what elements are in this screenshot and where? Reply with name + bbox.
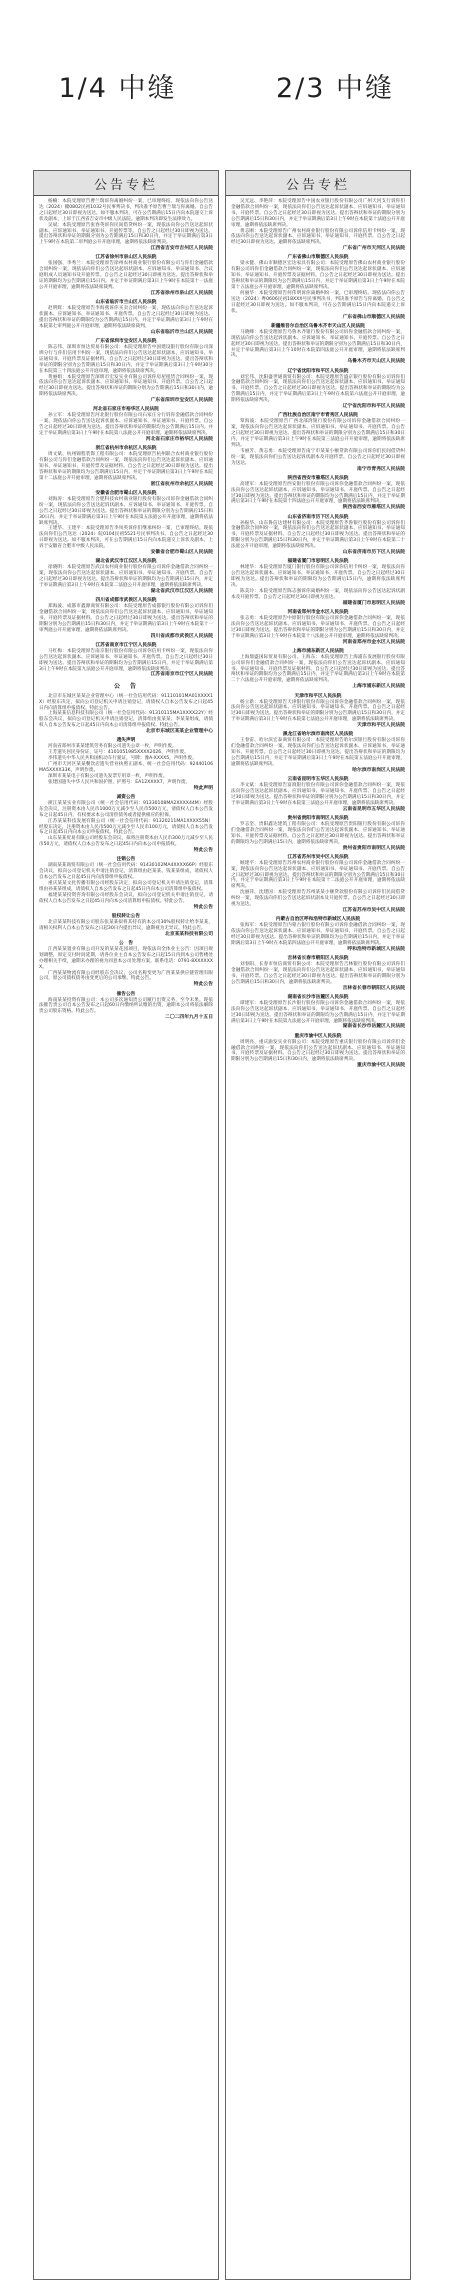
notice-paragraph: 顾建平：本院受理原告苏州农村商业银行股份有限公司诉你金融借款合同纠纷一案，现依法向你公告送达起诉状副本、应诉通知书、举证通知书、开庭传票。自公告之日起经过30日即视为送达。提出答辩状和举证的期限分别为公告期满后15日和30日内，并定于举证期满后第3日上午9时在本院第十二法庭公开开庭审理，逾期将依法缺席判决。 bbox=[231, 860, 405, 890]
left-column-label: 1/4 中缝 bbox=[58, 72, 177, 104]
notice-signature: 安徽省合肥市蜀山区人民法院 bbox=[150, 550, 213, 556]
notice-title: 上海市浦东新区人民法院 bbox=[292, 648, 344, 654]
notice-paragraph: 王建华、王建平：本院受理原告李凤英诉你们继承纠纷一案，已审理终结。现依法向你们公告送达（2024）皖0104民初5521号民事判决书。自公告之日起经过30日即视为送达。如不服本判决，可在公告期满后15日内向本院递交上诉状及副本，上诉于安徽省合肥市中级人民法院。 bbox=[39, 526, 213, 550]
notice-paragraph: 广西某某物流有限公司经股东会决议，公司名称变更为广西某某供应链管理有限公司，原公司债权债务由变更后的公司承继。特此公告。 bbox=[39, 970, 213, 982]
notice-paragraph: 重庆某某文化传播有限公司经股东决定，拟向公司登记机关申请注销登记，清算组由孙某某组成，请债权人自本公告发布之日起45日内向本公司清算组申报债权。 bbox=[39, 881, 213, 892]
notice-paragraph: 福建某某投资咨询有限公司经股东会决议，拟向公司登记机关申请注销登记，请债权人自本公告发布之日起45日内向本公司清算组申报债权。特此公告。 bbox=[39, 892, 213, 904]
notice-title: 广东省深圳市宝安区人民法院 bbox=[95, 339, 157, 345]
notice-signature: 乌鲁木齐市天山区人民法院 bbox=[347, 359, 405, 365]
notice-signature: 河北省石家庄市裕华区人民法院 bbox=[145, 437, 213, 442]
notice-block bbox=[39, 339, 213, 404]
notice-block bbox=[231, 324, 405, 366]
notice-title: 重庆市渝中区人民法院 bbox=[294, 1033, 342, 1039]
notice-paragraph: 覃海波：本院受理原告广西北部湾银行股份有限公司诉你金融借款合同纠纷一案，现依法向你公告送达起诉状副本、应诉通知书、举证通知书、开庭传票。自公告之日起经过30日即视为送达。提出答辩状和举证的期限分别为公告期满后15日和30日内，并定于举证期满后第3日上午9时在本院第三法庭公开开庭审理，逾期将依法缺席判决。 bbox=[231, 419, 405, 448]
notice-title: 减资公告 bbox=[116, 794, 136, 800]
notice-paragraph: 沈丽萍、沈建国：本院受理原告苏州某某小额贷款股份有限公司诉你们民间借贷纠纷一案，现依法向你们公告送达起诉状副本及开庭传票。自公告之日起经过30日即视为送达。 bbox=[231, 890, 405, 908]
notice-title: 湖北省武汉市江汉区人民法院 bbox=[95, 559, 157, 565]
notice-title: 黑龙江省哈尔滨市南岗区人民法院 bbox=[282, 732, 354, 738]
notice-paragraph: 谭建军：本院受理原告长沙银行股份有限公司诉你金融借款合同纠纷一案，现依法向你公告送达起诉状副本、应诉通知书、举证通知书、开庭传票。自公告之日起经过30日即视为送达。提出答辩状和举证的期限均为公告期满后15日内，并定于举证期满后第3日上午9时在本院第九法庭公开开庭审理，逾期将依法缺席判决。 bbox=[231, 1000, 405, 1024]
notice-signature: 河南省郑州市金水区人民法院 bbox=[342, 639, 405, 645]
notice-title: 山东省济南市历下区人民法院 bbox=[287, 514, 349, 520]
notice-signature: 特此公告 bbox=[193, 982, 213, 988]
notice-block bbox=[39, 199, 213, 252]
notice-paragraph: 梁永健、佛山市顺德区宏达家具有限公司：本院受理原告佛山农村商业银行股份有限公司诉你们金融借款合同纠纷一案，现依法向你们公告送达起诉状副本、应诉通知书、举证通知书、开庭传票及证据材料。自公告之日起经过30日即视为送达。提出答辩状和举证的期限均为公告期满后15日内，并定于举证期满后第3日上午9时在本院第十五法庭公开开庭审理，逾期将依法缺席判决。 bbox=[231, 261, 405, 291]
notice-signature: 呼和浩特市新城区人民法院 bbox=[347, 946, 405, 952]
notice-block bbox=[231, 476, 405, 512]
notice-paragraph: 刘春阳、长春市恒信商贸有限公司：本院受理原告吉林银行股份有限公司诉你们金融借款合同纠纷一案，现依法向你们公告送达起诉状副本、应诉通知书、举证通知书、开庭传票。自公告之日起经过30日即视为送达。提出答辩状和举证的期限分别为公告期满后15日和30日内，逾期将依法缺席判决。 bbox=[231, 962, 405, 985]
notice-paragraph: 罗志坚、贵阳鑫达建筑工程有限公司：本院受理原告贵阳银行股份有限公司诉你们金融借款合同纠纷一案，现依法向你们公告送达起诉状副本、应诉通知书、举证通知书、开庭传票及证据材料。自公告之日起经过30日即视为送达。提出答辩状和举证的期限均为公告期满后15日内，逾期将依法缺席判决。 bbox=[231, 821, 405, 845]
notice-signature: 山东省临沂市兰山区人民法院 bbox=[150, 329, 213, 335]
notice-paragraph: 杨立新：本院受理原告天津银行股份有限公司诉你金融借款合同纠纷一案，现依法向你公告送达起诉状副本、应诉通知书、举证通知书、开庭传票。自公告之日起经过30日即视为送达。提出答辩状和举证的期限分别为公告期满后15日和30日内，并定于举证期满后第3日上午9时在本院第七法庭公开开庭审理，逾期将依法缺席判决。 bbox=[231, 699, 405, 723]
notice-title: 安徽省合肥市蜀山区人民法院 bbox=[95, 490, 157, 496]
notice-title: 遗失声明 bbox=[116, 738, 136, 744]
notice-title: 广西壮族自治区南宁市青秀区人民法院 bbox=[278, 413, 358, 419]
notice-signature: 吉林省长春市朝阳区人民法院 bbox=[342, 985, 405, 991]
column-title: 公告专栏 bbox=[34, 171, 218, 196]
notice-title: 云南省昆明市五华区人民法院 bbox=[287, 777, 349, 783]
notice-paragraph: 李伟遗失中华人民共和国机动车行驶证，号牌：豫A·XXXX5，声明作废。 bbox=[48, 756, 197, 762]
notice-paragraph: 马晓峰：本院受理原告乌鲁木齐银行股份有限公司诉你金融借款合同纠纷一案，现依法向你公告送达起诉状副本、应诉通知书、举证通知书、开庭传票。自公告之日起经过30日即视为送达。提出答辩状和举证的期限分别为公告期满后15日和30日内，并定于举证期满后第3日上午10时在本院第四法庭公开开庭审理，逾期将依法缺席判决。 bbox=[231, 329, 405, 359]
notice-title: 江苏省徐州市泉山区人民法院 bbox=[95, 255, 157, 261]
notice-block bbox=[231, 199, 405, 252]
notice-title: 内蒙古自治区呼和浩特市新城区人民法院 bbox=[275, 917, 361, 923]
notice-title: 山东省临沂市兰山区人民法院 bbox=[95, 300, 157, 306]
notice-signature: 山东省济南市历下区人民法院 bbox=[342, 550, 405, 556]
notice-block bbox=[231, 255, 405, 320]
notice-paragraph: 吴斌：本院受理原告张春英诉你民间借贷纠纷一案，现依法向你公告送达起诉状副本、应诉通知书、举证通知书、开庭传票等。自公告之日起经过30日即视为送达。提出答辩状和举证的期限分别为公告期满后15日和30日内，并定于举证期满后第3日上午9时在本院第二审判庭公开开庭审理，逾期将依法缺席判决。 bbox=[39, 222, 213, 246]
notice-paragraph: 郑海波、成都市鑫源商贸有限公司：本院受理原告成都银行股份有限公司诉你们金融借款合同纠纷一案，现依法向你们公告送达起诉状副本、应诉通知书、举证通知书、开庭传票及证据材料。自公告之日起经过30日即视为送达。提出答辩状和举证的期限分别为公告期满后15日和30日内，并定于举证期满后第3日上午9时在本院第十一审判庭公开开庭审理，逾期将依法缺席判决。 bbox=[39, 604, 213, 633]
notice-block bbox=[39, 255, 213, 297]
notice-block bbox=[231, 559, 405, 607]
notice-signature: 江苏省徐州市泉山区人民法院 bbox=[150, 290, 213, 296]
notice-title: 福建省厦门市思明区人民法院 bbox=[287, 559, 349, 565]
notice-signature: 四川省成都市武侯区人民法院 bbox=[150, 633, 213, 639]
notice-title: 吉林省长春市朝阳区人民法院 bbox=[287, 956, 349, 961]
notice-block bbox=[39, 559, 213, 595]
notice-paragraph: 广州市天河区某某餐饮店遗失营业执照正副本，统一社会信用代码：92440106MA5XXXX33K，声明作废。 bbox=[39, 762, 213, 773]
column-body bbox=[226, 196, 410, 1075]
notice-signature: 福建省厦门市思明区人民法院 bbox=[342, 600, 405, 606]
notice-paragraph: 孙振华、山东鲁信达建材有限公司：本院受理原告齐鲁银行股份有限公司诉你们金融借款合同纠纷一案，现依法向你们公告送达起诉状副本、应诉通知书、举证通知书、开庭传票及证据材料。自公告之日起经过30日即视为送达。提出答辩状和举证的期限分别为公告期满后15日和30日内，并定于举证期满后第3日上午9时在本院第二十法庭公开开庭审理，逾期将依法缺席判决。 bbox=[231, 520, 405, 550]
notice-paragraph: 上海某某信息科技有限公司（统一社会信用代码：91310115MA1XXXX22Y）经股东会决议，拟向公司登记机关申请注销登记，清算组由张某某、李某某组成，请债权人自本公告发布之日起45日内向本公司清算组申报债权。特此公告。 bbox=[39, 711, 213, 729]
notice-paragraph: 吴光远、李艳萍：本院受理原告中国农业银行股份有限公司广州天河支行诉你们金融借款合同纠纷一案，现依法向你们公告送达起诉状副本、应诉通知书、举证通知书、开庭传票。自公告之日起经过30日即视为送达。提出答辩状和举证的期限分别为公告期满后15日和30日内，并定于举证期满后第3日上午9时在本院第十法庭公开开庭审理，逾期将依法缺席判决。 bbox=[231, 199, 405, 228]
notice-paragraph: 浙江某某实业有限公司（统一社会信用代码：91330108MA2XXXX44M）经股东会决议，注册资本由人民币1000万元减少至人民币500万元，请债权人自本公告发布之日起45日内，有权要求本公司清偿债务或者提供相应的担保。 bbox=[39, 800, 213, 818]
notice-block bbox=[231, 995, 405, 1031]
notice-title: 天津市和平区人民法院 bbox=[294, 693, 342, 699]
notice-paragraph: 深圳市某某电子有限公司遗失发票专用章一枚，声明作废。 bbox=[48, 773, 168, 779]
notice-signature: 北京某某科技有限公司 bbox=[165, 931, 213, 937]
notice-block bbox=[39, 914, 213, 938]
notice-paragraph: 韦丽芳、黄志勇：本院受理原告南宁市某某小额贷款有限公司诉你们民间借贷纠纷一案，现依法向你们公告送达起诉状副本及开庭传票。自公告之日起经过30日即视为送达。 bbox=[231, 448, 405, 466]
notice-block bbox=[231, 816, 405, 852]
right-notice-column bbox=[225, 170, 411, 2280]
notice-signature: 江苏省南京市江宁区人民法院 bbox=[150, 672, 213, 678]
notice-title: 催告公告 bbox=[116, 991, 136, 997]
notice-block bbox=[231, 956, 405, 992]
notice-paragraph: 黄志刚：本院受理原告广州农村商业银行股份有限公司诉你信用卡纠纷一案，现依法向你公告送达起诉状副本、应诉通知书、举证通知书、开庭传票。自公告之日起经过30日即视为送达。逾期将依法缺席判决。 bbox=[231, 228, 405, 246]
notice-paragraph: 马红梅：本院受理原告南京银行股份有限公司诉你信用卡纠纷一案，现依法向你公告送达起诉状副本、应诉通知书、举证通知书、开庭传票。自公告之日起经过30日即视为送达。提出答辩状和举证的期限均为公告期满后15日内，并定于举证期满后第3日上午9时在本院第九法庭公开开庭审理，逾期将依法缺席判决。 bbox=[39, 648, 213, 672]
notice-block bbox=[231, 1034, 405, 1070]
notice-block bbox=[231, 610, 405, 646]
notice-paragraph: 上海鼎盛国际贸易有限公司、王海东：本院受理原告上海浦东发展银行股份有限公司诉你们金融借款合同纠纷一案，现依法向你们公告送达起诉状副本、应诉通知书、举证通知书、开庭传票及证据材料。自公告之日起经过30日即视为送达。提出答辩状和举证的期限均为公告期满后15日内，并定于举证期满后第3日上午9时在本院第二十六法庭公开开庭审理，逾期将依法缺席判决。 bbox=[231, 654, 405, 684]
notice-title: 浙江省杭州市余杭区人民法院 bbox=[95, 446, 157, 452]
notice-block bbox=[39, 738, 213, 792]
notice-signature: 特此公告 bbox=[193, 904, 213, 910]
notice-paragraph: 刘宏伟、沈阳盛世通商贸有限公司：本院受理原告盛京银行股份有限公司诉你们金融借款合同纠纷一案，现依法向你们公告送达起诉状副本、应诉通知书、举证通知书、开庭传票。自公告之日起经过30日即视为送达。提出答辩状和举证的期限均为公告期满后15日内，并定于举证期满后第3日上午9时在本院第六法庭公开开庭审理，逾期将依法缺席判决。 bbox=[231, 374, 405, 404]
notice-signature: 江苏省苏州市吴中区人民法院 bbox=[342, 907, 405, 913]
notice-signature: 哈尔滨市南岗区人民法院 bbox=[352, 767, 405, 773]
notice-paragraph: 北京某某科技有限公司股东张某某拟将其持有的本公司30%股权转让给李某某，请相关权利人自本公告发布之日起30日内提出异议，逾期视为无异议。特此公告。 bbox=[39, 919, 213, 931]
notice-paragraph: 湖南某某商贸有限公司（统一社会信用代码：91430102MA4XXXX66P）经股东会决议，拟向公司登记机关申请注销登记，清算组由赵某某、钱某某组成，请债权人自本公告发布之日起45日内向清算组申报债权。 bbox=[39, 863, 213, 881]
notice-signature: 湖北省武汉市江汉区人民法院 bbox=[150, 588, 213, 594]
notice-signature: 北京市东城区某某企业管理中心 bbox=[145, 729, 213, 735]
notice-paragraph: 孙立军：本院受理原告河北银行股份有限公司石家庄分行诉你金融借款合同纠纷一案，现依法向你公告送达起诉状副本、应诉通知书、举证通知书、开庭传票。自公告之日起经过30日即视为送达。提出答辩状和举证的期限均为公告期满后15日内。并定于举证期满后第3日上午9时在本院第八法庭公开开庭审理，逾期将依法缺席判决。 bbox=[39, 413, 213, 437]
column-title: 公告专栏 bbox=[226, 171, 410, 196]
notice-title: 辽宁省沈阳市和平区人民法院 bbox=[287, 368, 349, 374]
notice-title: 河北省石家庄市裕华区人民法院 bbox=[93, 407, 159, 413]
notice-signature: 陕西省西安市雁塔区人民法院 bbox=[342, 505, 405, 511]
notice-paragraph: 张建国遗失中华人民共和国护照，护照号：EA12XXXX7，声明作废。 bbox=[48, 779, 191, 785]
notice-paragraph: 张国强、李秀兰：本院受理原告徐州农村商业银行股份有限公司与你们金融借款合同纠纷一案，现依法向你们公告送达起诉状副本、应诉通知书、举证通知书、合议庭组成人员通知书及开庭传票。自公告之日起经过30日即视为送达。提出答辩状和举证的期限均为公告期满后15日内。并定于举证期满后第3日上午9时在本院第十一法庭公开开庭审理，逾期将依法缺席裁判。 bbox=[39, 261, 213, 291]
notice-paragraph: 海南某某投资有限公司：本公司多次通知贵公司履行出资义务，至今未果。现依法催告贵公司自本公告发布之日起60日内缴纳所认缴的出资，逾期本公司将依法解除贵公司股东资格。特此公告。 bbox=[39, 997, 213, 1015]
notice-block bbox=[39, 992, 213, 1022]
notice-paragraph: 周文斌、杭州锦程装饰工程有限公司：本院受理原告杭州联合农村商业银行股份有限公司与你们金融借款合同纠纷一案，现依法向你们公告送达起诉状副本、应诉通知书、举证通知书、开庭传票及证据材料。自公告之日起经过30日即视为送达。提出答辩状和举证的期限均为公告期满后15日内，并定于举证期满后第3日上午9时在本院第十二法庭公开开庭审理，逾期将依法缺席判决。 bbox=[39, 452, 213, 481]
section-heading: 公 告 bbox=[113, 682, 138, 690]
notice-signature: 广东省广州市天河区人民法院 bbox=[342, 246, 405, 252]
notice-block bbox=[231, 413, 405, 472]
notice-block bbox=[39, 446, 213, 488]
notice-signature: 江西省吉安市吉州区人民法院 bbox=[150, 246, 213, 252]
notice-signature: 二〇二四年九月十五日 bbox=[165, 1015, 213, 1021]
notice-block bbox=[39, 300, 213, 336]
notice-signature: 天津市和平区人民法院 bbox=[357, 723, 405, 729]
notice-title: 江苏省南京市江宁区人民法院 bbox=[95, 642, 157, 648]
notice-paragraph: 山东某某贸易有限公司经股东会决议，拟将注册资本由人民币300万元减少至人民币50万元，请债权人自本公告发布之日起45日内向本公司申报债权。 bbox=[39, 836, 213, 848]
notice-paragraph: 林建华：本院受理原告厦门银行股份有限公司诉你信用卡纠纷一案，现依法向你公告送达起诉状副本、应诉通知书、举证通知书、开庭传票。自公告之日起经过30日即视为送达。提出答辩状和举证的期限均为公告期满后15日内，逾期将依法缺席判决。 bbox=[231, 565, 405, 589]
notice-title: 公 告 bbox=[118, 940, 134, 946]
notice-signature: 广东省佛山市顺德区人民法院 bbox=[342, 314, 405, 320]
notice-signature: 重庆市渝中区人民法院 bbox=[357, 1063, 405, 1069]
notice-paragraph: 张志勇：本院受理原告中原银行股份有限公司诉你金融借款合同纠纷一案，现依法向你公告送达起诉状副本、应诉通知书、举证通知书、开庭传票。自公告之日起经过30日即视为送达。提出答辩状和举证的期限分别为公告期满后15日和30日内，并定于举证期满后第3日上午9时在本院第十八法庭公开开庭审理，逾期将依法缺席判决。 bbox=[231, 615, 405, 639]
notice-title: 河南省郑州市金水区人民法院 bbox=[287, 609, 349, 615]
right-column-label: 2/3 中缝 bbox=[275, 72, 395, 104]
notice-paragraph: 高建军：本院受理原告西安银行股份有限公司诉你金融借款合同纠纷一案，现依法向你公告送达起诉状副本、应诉通知书、举证通知书、开庭传票。自公告之日起经过30日即视为送达。提出答辩状和举证的期限均为公告期满后15日内，并定于举证期满后第3日上午9时在本院第十四法庭公开开庭审理，逾期将依法缺席判决。 bbox=[231, 481, 405, 505]
notice-title: 广东省佛山市顺德区人民法院 bbox=[287, 255, 349, 261]
notice-title: 新疆维吾尔自治区乌鲁木齐市天山区人民法院 bbox=[271, 323, 365, 329]
notice-title: 湖南省长沙市岳麓区人民法院 bbox=[287, 994, 349, 1000]
notice-block bbox=[231, 515, 405, 557]
notice-block bbox=[39, 643, 213, 679]
notice-block bbox=[231, 917, 405, 953]
notice-paragraph: 江西某某置业有限公司开发的某某花园项目，现依法向全体业主公告：因项目规划调整，原定交付时间延期，请各位业主自本公告发布之日起15日内到本公司售楼处办理相关手续，逾期未办理的视为同意本公司处理方案。联系电话：0791-8XXXXXXX。 bbox=[39, 946, 213, 970]
notice-paragraph: 王春雷、哈尔滨宏泰商贸有限公司：本院受理原告哈尔滨银行股份有限公司诉你们金融借款合同纠纷一案，现依法向你们公告送达起诉状副本、应诉通知书、举证通知书、开庭传票。自公告之日起经过30日即视为送达。提出答辩状和举证的期限均为公告期满后15日内，并定于举证期满后第3日上午9时在本院第五法庭公开开庭审理，逾期将依法缺席判决。 bbox=[231, 738, 405, 767]
notice-signature: 南宁市青秀区人民法院 bbox=[357, 466, 405, 472]
notice-signature: 云南省昆明市五华区人民法院 bbox=[342, 806, 405, 812]
notice-block bbox=[231, 777, 405, 813]
notice-title: 四川省成都市武侯区人民法院 bbox=[95, 598, 157, 604]
notice-block bbox=[39, 491, 213, 556]
notice-title: 贵州省贵阳市南明区人民法院 bbox=[287, 815, 349, 821]
column-body bbox=[34, 196, 218, 1027]
notice-paragraph: 张海军：本院受理原告内蒙古银行股份有限公司诉你金融借款合同纠纷一案，现依法向你公告送达起诉状副本、应诉通知书、举证通知书、开庭传票。自公告之日起经过30日即视为送达。提出答辩状和举证的期限均为公告期满后15日内，并定于举证期满后第3日上午9时在本院第四法庭公开开庭审理，逾期将依法缺席判决。 bbox=[231, 923, 405, 946]
notice-title: 股权转让公告 bbox=[111, 913, 141, 919]
notice-signature: 特此公告 bbox=[193, 848, 213, 854]
notice-signature: 浙江省杭州市余杭区人民法院 bbox=[150, 481, 213, 487]
notice-signature: 广东省深圳市宝安区人民法院 bbox=[150, 398, 213, 404]
notice-paragraph: 江苏某某科技发展有限公司（统一社会信用代码：91320211MA1XXXX55N）经股东决定，注册资本由人民币500万元减少至人民币100万元，请债权人自本公告发布之日起45日内向本公司申报债权。特此公告。 bbox=[39, 818, 213, 836]
notice-paragraph: 河南省郑州市某某建筑劳务有限公司遗失公章一枚，声明作废。 bbox=[48, 744, 177, 750]
notice-paragraph: 杨楠：本院受理原告曹兰瑞诉你离婚纠纷一案，已审理终结。现依法向你公告送达（2024）赣0802民初1032号民事判决书，判决准予原告曹兰瑞与你离婚。自公告之日起经过30日即视为送达。如不服本判决，可在公告期满后15日内向本院递交上诉状及副本，上诉于江西省吉安市中级人民法院。逾期本判决即发生法律效力。 bbox=[39, 199, 213, 222]
notice-block bbox=[39, 941, 213, 989]
left-notice-column bbox=[33, 170, 219, 2280]
notice-paragraph: 周明亮、重庆渝发实业有限公司：本院受理原告重庆银行股份有限公司诉你们金融借款合同纠纷一案，现依法向你们公告送达起诉状副本、应诉通知书、举证通知书、开庭传票及证据材料。自公告之日起经过30日即视为送达。提出答辩状和举证的期限分别为公告期满后15日和30日内，逾期将依法缺席判决。 bbox=[231, 1039, 405, 1063]
notice-title: 陕西省西安市雁塔区人民法院 bbox=[287, 475, 349, 481]
notice-block bbox=[39, 694, 213, 736]
notice-block bbox=[231, 649, 405, 691]
notice-block bbox=[39, 407, 213, 443]
notice-signature: 特此声明 bbox=[193, 785, 213, 791]
notice-signature: 辽宁省沈阳市和平区人民法院 bbox=[342, 404, 405, 410]
notice-paragraph: 北京市东城区某某企业管理中心（统一社会信用代码：91110101MA01XXXX1X）经股东决定，拟向公司登记机关申请注销登记，请债权人自本公告发布之日起45日内向清算组申报债权。特此公告。 bbox=[39, 693, 213, 711]
notice-block bbox=[231, 855, 405, 914]
notice-block bbox=[39, 598, 213, 640]
notice-paragraph: 李文斌：本院受理原告富滇银行股份有限公司诉你金融借款合同纠纷一案，现依法向你公告送达起诉状副本、应诉通知书、举证通知书、开庭传票。自公告之日起经过30日即视为送达。提出答辩状和举证的期限分别为公告期满后15日和30日内，并定于举证期满后第3日上午9时在本院第三法庭公开开庭审理，逾期将依法缺席判决。 bbox=[231, 783, 405, 806]
notice-block bbox=[231, 369, 405, 411]
notice-paragraph: 陈志伟、深圳市恒达贸易有限公司：本院受理原告中国建设银行股份有限公司深圳分行与你们信用卡纠纷一案，现依法向你们公告送达起诉状副本、应诉通知书、举证通知书、开庭传票及证据材料。自公告之日起经过30日即视为送达。提出答辩状和举证的期限分别为公告期满后15日和30日内，并定于举证期满后第3日上午9时30分在本院第三十四法庭公开开庭审理，逾期将依法缺席判决。 bbox=[39, 345, 213, 374]
notice-block bbox=[231, 732, 405, 774]
notice-paragraph: 赵明辉：本院受理原告李海燕诉你买卖合同纠纷一案，现依法向你公告送达起诉状副本、应诉通知书、举证通知书、开庭传票。自公告之日起经过30日即视为送达。提出答辩状和举证的期限均为公告期满后15日内。并定于举证期满后第3日上午9时在本院第七审判庭公开开庭审理，逾期将依法缺席裁判。 bbox=[39, 306, 213, 329]
notice-paragraph: 徐晓明：本院受理原告武汉农村商业银行股份有限公司诉你金融借款合同纠纷一案，现依法向你公告送达起诉状副本、应诉通知书、举证通知书、开庭传票。自公告之日起经过30日即视为送达。提出答辩状和举证的期限均为公告期满后15日内，并定于举证期满后第3日上午9时在本院第二法庭公开开庭审理，逾期将依法缺席判决。 bbox=[39, 565, 213, 589]
notice-block bbox=[39, 857, 213, 911]
notice-paragraph: 王芳遗失居民身份证，证号：4101051985XXXX2026，声明作废。 bbox=[48, 750, 189, 756]
notice-title: 注销公告 bbox=[116, 857, 136, 863]
notice-block bbox=[39, 795, 213, 854]
notice-paragraph: 黄丽娟：本院受理原告深圳市宏发实业有限公司诉你房屋租赁合同纠纷一案，现依法向你公告送达起诉状副本、应诉通知书、举证通知书、开庭传票。自公告之日起经过30日即视为送达。提出答辩状和举证的期限分别为公告期满后15日和30日内，逾期将依法缺席判决。 bbox=[39, 374, 213, 398]
notice-signature: 湖南省长沙市岳麓区人民法院 bbox=[342, 1024, 405, 1030]
notice-block bbox=[231, 694, 405, 730]
notice-paragraph: 陈美玲：本院受理原告陈志强诉你离婚纠纷一案，现依法向你公告送达起诉状副本及开庭传票。自公告之日起经过30日即视为送达。 bbox=[231, 588, 405, 600]
notice-paragraph: 何丽华：本院受理原告何伟明诉你离婚纠纷一案，已审理终结。现依法向你公告送达（2024）粤0606民初18XXX号民事判决书，判决准予原告与你离婚。自公告之日起经过30日即视为送达。如不服本判决，可在公告期满后15日内向本院递交上诉状。 bbox=[231, 290, 405, 314]
notice-paragraph: 刘海涛：本院受理原告合肥科技农村商业银行股份有限公司诉你金融借款合同纠纷一案，现依法向你公告送达起诉状副本、应诉通知书、举证通知书、开庭传票。自公告之日起经过30日即视为送达。提出答辩状和举证的期限分别为公告期满后15日和30日内，并定于举证期满后第3日上午9时在本院第五法庭公开开庭审理，逾期将依法缺席判决。 bbox=[39, 496, 213, 526]
notice-signature: 贵州省贵阳市南明区人民法院 bbox=[342, 845, 405, 851]
notice-title: 江苏省苏州市吴中区人民法院 bbox=[287, 854, 349, 860]
notice-signature: 上海市浦东新区人民法院 bbox=[352, 684, 405, 690]
